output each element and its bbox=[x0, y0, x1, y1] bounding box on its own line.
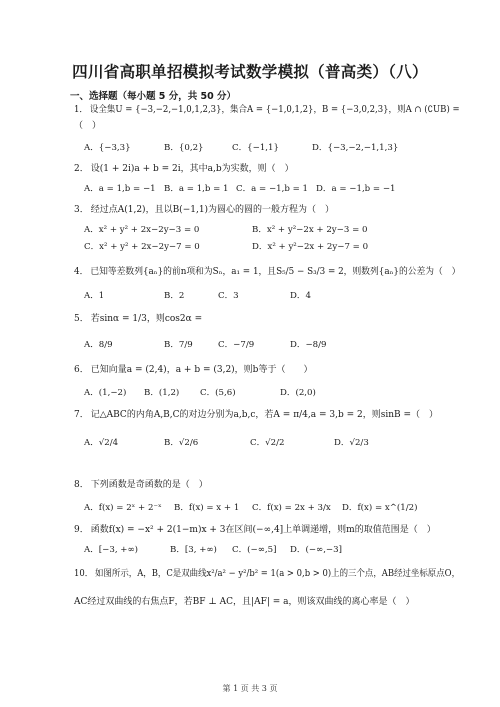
question-3-options-row1 bbox=[84, 224, 484, 236]
option-c: C．{−1,1} bbox=[232, 143, 279, 153]
option-a: A．1 bbox=[84, 291, 105, 301]
question-9 bbox=[74, 524, 436, 536]
option-a: A．{−3,3} bbox=[84, 143, 131, 153]
option-c: C．(−∞,5] bbox=[232, 545, 277, 555]
option-d: D．a = −1,b = −1 bbox=[316, 184, 396, 194]
question-9-options bbox=[84, 544, 484, 556]
question-number: 1． bbox=[74, 105, 88, 115]
question-text: 经过点A(1,2)，且以B(−1,1)为圆心的圆的一般方程为（ ） bbox=[90, 205, 335, 215]
question-2 bbox=[74, 163, 294, 175]
question-number: 2． bbox=[74, 164, 89, 174]
question-5-options bbox=[84, 339, 484, 351]
question-2-options bbox=[84, 183, 484, 195]
page-footer: 第 1 页 共 3 页 bbox=[222, 684, 278, 693]
option-c: C．a = −1,b = 1 bbox=[236, 184, 308, 194]
question-text: 设全集U = {−3,−2,−1,0,1,2,3}，集合A = {−1,0,1,2}，B = {−3,0,2,3}，则A ∩ (∁UB) = bbox=[89, 105, 460, 115]
question-5 bbox=[74, 313, 202, 325]
option-d: D．4 bbox=[290, 291, 311, 301]
question-text: 若sinα = 1/3，则cos2α = bbox=[90, 314, 203, 324]
option-c: C．−7/9 bbox=[218, 340, 255, 350]
option-b: B．a = 1,b = 1 bbox=[164, 184, 229, 194]
option-a: A．8/9 bbox=[84, 340, 113, 350]
option-b: B．√2/6 bbox=[164, 438, 199, 448]
option-b: B．7/9 bbox=[164, 340, 193, 350]
question-3 bbox=[74, 204, 334, 216]
option-c: C．(5,6) bbox=[200, 388, 236, 398]
question-4 bbox=[74, 266, 460, 278]
question-10-continued: AC经过双曲线的右焦点F，若BF ⊥ AC，且|AF| = a，则该双曲线的离心率是（ ） bbox=[74, 597, 415, 607]
option-c: C．√2/2 bbox=[250, 438, 285, 448]
question-8-options bbox=[84, 502, 484, 514]
question-number: 3． bbox=[74, 205, 89, 215]
question-text: 如图所示，A，B，C是双曲线x²/a² − y²/b² = 1(a > 0,b > 0)上的三个点，AB经过坐标原点O， bbox=[95, 569, 461, 579]
option-a: A．a = 1,b = −1 bbox=[84, 184, 156, 194]
option-a: A．f(x) = 2ˣ + 2⁻ˣ bbox=[84, 503, 162, 513]
question-7-options bbox=[84, 437, 484, 449]
option-b: B．2 bbox=[164, 291, 185, 301]
option-c: C．3 bbox=[218, 291, 239, 301]
option-d: D．x² + y²−2x + 2y−7 = 0 bbox=[252, 242, 369, 252]
question-number: 7． bbox=[74, 410, 89, 420]
option-a: A．√2/4 bbox=[84, 438, 119, 448]
question-8 bbox=[74, 479, 208, 491]
question-number: 4． bbox=[74, 267, 89, 277]
document-title: 四川省高职单招模拟考试数学模拟（普高类）（八） bbox=[72, 63, 428, 81]
question-number: 10． bbox=[74, 569, 94, 579]
question-4-options bbox=[84, 290, 484, 302]
option-d: D．√2/3 bbox=[334, 438, 369, 448]
option-b: B．x² + y²−2x + 2y−3 = 0 bbox=[252, 225, 368, 235]
option-d: D．f(x) = x^(1/2) bbox=[342, 503, 418, 513]
option-b: B．(1,2) bbox=[144, 388, 180, 398]
option-a: A．[−3, +∞) bbox=[84, 545, 138, 555]
option-a: A．x² + y² + 2x−2y−3 = 0 bbox=[84, 225, 200, 235]
question-3-options-row2 bbox=[84, 241, 484, 253]
option-d: D．−8/9 bbox=[290, 340, 327, 350]
question-1-options bbox=[84, 142, 484, 154]
option-b: B．[3, +∞) bbox=[170, 545, 217, 555]
option-d: D．{−3,−2,−1,1,3} bbox=[312, 143, 399, 153]
option-a: A．(1,−2) bbox=[84, 388, 127, 398]
question-number: 8． bbox=[74, 480, 89, 490]
question-number: 6． bbox=[74, 365, 89, 375]
question-text: 记△ABC的内角A,B,C的对边分别为a,b,c，若A = π/4,a = 3,b = 2，则sinB =（ ） bbox=[90, 410, 439, 420]
section-heading: 一、选择题（每小题 5 分，共 50 分） bbox=[70, 91, 237, 102]
question-7 bbox=[74, 409, 438, 421]
question-text: 下列函数是奇函数的是（ ） bbox=[90, 480, 208, 490]
question-6 bbox=[74, 364, 312, 376]
question-6-options bbox=[84, 387, 484, 399]
option-c: C．f(x) = 2x + 3/x bbox=[252, 503, 331, 513]
question-text: 已知等差数列{aₙ}的前n项和为Sₙ，a₁ = 1，且S₅/5 − S₃/3 = 2，则数列{aₙ}的公差为（ ） bbox=[90, 267, 461, 277]
question-10 bbox=[74, 568, 460, 580]
option-d: D．(−∞,−3] bbox=[290, 545, 342, 555]
option-d: D．(2,0) bbox=[280, 388, 316, 398]
question-number: 9． bbox=[74, 525, 89, 535]
question-number: 5． bbox=[74, 314, 89, 324]
question-1-continued: （ ） bbox=[74, 121, 102, 131]
question-text: 设(1 + 2i)a + b = 2i，其中a,b为实数，则（ ） bbox=[90, 164, 294, 174]
option-b: B．{0,2} bbox=[164, 143, 204, 153]
question-text: 已知向量a = (2,4)，a + b = (3,2)，则b等于（ ） bbox=[90, 365, 313, 375]
question-text: 函数f(x) = −x² + 2(1−m)x + 3在区间(−∞,4]上单调递增，则m的取值范围是（ ） bbox=[90, 525, 436, 535]
option-c: C．x² + y² + 2x−2y−7 = 0 bbox=[84, 242, 200, 252]
option-b: B．f(x) = x + 1 bbox=[174, 503, 240, 513]
question-1 bbox=[74, 104, 460, 116]
